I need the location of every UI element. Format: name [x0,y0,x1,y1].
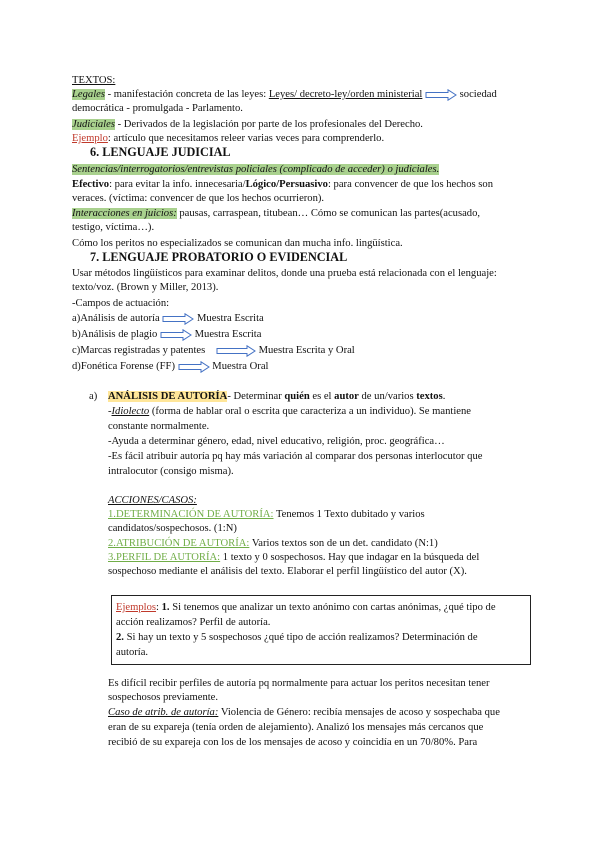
accion-1-text: Tenemos 1 Texto dubitado y varios [273,509,425,520]
ejemplos-label: Ejemplos [116,602,157,613]
sentencias-text: Sentencias/interrogatorios/entrevistas policiales (complicado de acceder) o judiciales. [72,164,440,175]
idiolecto-text: (forma de hablar oral o escrita que caracteriza a un individuo). Se mantiene [149,406,471,417]
sociedad-text: sociedad [457,89,497,100]
ayuda-line: -Ayuda a determinar género, edad, nivel educativo, religión, proc. geográfica… [108,436,445,447]
colon-text: : [156,602,162,613]
question-1: Si tenemos que analizar un texto anónimo con cartas anónimas, ¿qué tipo de [169,602,496,613]
ejemplo-1-line [116,601,496,614]
campo-target: Muestra Escrita [196,313,264,324]
campo-target: Muestra Oral [212,361,269,372]
textos-text: textos [416,391,443,402]
efectivo-text: : para evitar la info. innecesaria/ [109,179,246,190]
arrow-right-icon [425,89,457,101]
mensajes-line: recibió de su expareja con los de los mensajes de acoso y coincidía en un 70/80%. Para [108,737,478,748]
caso-text: Violencia de Género: recibía mensajes de acoso y sospechaba que [218,707,500,718]
leyes-text: Leyes/ decreto-ley/orden ministerial [268,89,423,100]
caso-line [108,706,500,719]
campo-label: d)Fonética Forense (FF) [72,361,175,372]
testigo-line: testigo, víctima…). [72,222,155,233]
arrow-right-icon [162,313,194,325]
ejemplo-line [72,132,384,145]
intralocutor-line: intralocutor (consigo misma). [108,466,234,477]
legales-text: - manifestación concreta de las leyes: [104,89,269,100]
veraces-line: veraces. (víctima: convencer de que los hechos ocurrieron). [72,193,325,204]
arrow-right-icon [160,329,192,341]
campo-item [72,344,355,357]
number-1: 1. [161,602,170,613]
analisis-text: - Determinar [227,391,285,402]
campo-item [72,328,261,341]
accion-3-line-2: sospechoso mediante el análisis del texto. Elaborar el perfil lingüístico del autor (X). [108,566,467,577]
accion-1-label: 1.DETERMINACIÓN DE AUTORÍA: [108,509,274,520]
sec7-line-2: texto/voz. (Brown y Miller, 2013). [72,282,219,293]
ejemplo-text: : artículo que necesitamos releer varias veces para comprenderlo. [107,133,385,144]
ejemplo-2-line-2: autoría. [116,647,149,658]
constante-line: constante normalmente. [108,421,210,432]
arrow-right-icon [178,361,210,373]
facil-line: -Es fácil atribuir autoría pq hay más variación al comparar dos personas interlocutor que [108,451,483,462]
interacciones-line [72,207,480,220]
campo-item [72,360,268,373]
idiolecto-line [108,405,471,418]
heading-lenguaje-judicial: 6. LENGUAJE JUDICIAL [90,145,231,159]
accion-1-line-2: candidatos/sospechosos. (1:N) [108,523,237,534]
dificil-line: Es difícil recibir perfiles de autoría pq normalmente para actuar los peritos necesitan tener [108,678,490,689]
accion-3-label: 3.PERFIL DE AUTORÍA: [108,552,221,563]
legales-line-2: democrática - promulgada - Parlamento. [72,103,243,114]
accion-1-line [108,508,425,521]
sec7-line-1: Usar métodos lingüísticos para examinar delitos, donde una prueba está relacionada con el lenguaje: [72,268,497,279]
logico-text: : para convencer de que los hechos son [327,179,493,190]
efectivo-line [72,178,493,191]
accion-2-label: 2.ATRIBUCIÓN DE AUTORÍA: [108,538,250,549]
ejemplo-label: Ejemplo [72,133,108,144]
analisis-text: de un/varios [358,391,417,402]
accion-2-line [108,537,438,550]
quien-text: quién [284,391,310,402]
accion-2-text: Varios textos son de un det. candidato (N:1) [249,538,438,549]
accion-3-line [108,551,479,564]
efectivo-label: Efectivo [72,179,110,190]
arrow-right-icon [216,345,256,357]
sentencias-line [72,163,439,176]
campos-title: -Campos de actuación: [72,298,170,309]
judiciales-line [72,118,423,131]
interacciones-label: Interacciones en juicios: [72,208,177,219]
sospechosos-line: sospechosos previamente. [108,692,219,703]
judiciales-label: Judiciales [72,119,115,130]
legales-label: Legales [72,89,105,100]
judiciales-text: - Derivados de la legislación por parte de los profesionales del Derecho. [114,119,423,130]
number-2: 2. [116,632,124,643]
acciones-title: ACCIONES/CASOS: [108,495,197,506]
accion-3-text: 1 texto y 0 sospechosos. Hay que indagar en la búsqueda del [220,552,480,563]
campo-label: c)Marcas registradas y patentes [72,345,206,356]
autor-text: autor [334,391,359,402]
campo-item [72,312,264,325]
ejemplo-2-line [116,631,478,644]
heading-lenguaje-probatorio: 7. LENGUAJE PROBATORIO O EVIDENCIAL [90,250,348,264]
campo-target: Muestra Escrita [194,329,262,340]
legales-line [72,88,497,101]
textos-title: TEXTOS: [72,75,116,86]
caso-label: Caso de atrib. de autoría: [108,707,219,718]
analisis-title-line [108,390,445,403]
campo-label: a)Análisis de autoría [72,313,160,324]
analisis-title: ANÁLISIS DE AUTORÍA [108,391,228,402]
peritos-line: Cómo los peritos no especializados se comunican dan mucha info. lingüística. [72,238,403,249]
question-2: Si hay un texto y 5 sospechosos ¿qué tipo de acción realizamos? Determinación de [123,632,478,643]
analisis-text: es el [309,391,335,402]
interacciones-text: pausas, carraspean, titubean… Cómo se comunican las partes(acusado, [176,208,481,219]
ejemplo-1-line-2: acción realizamos? Perfil de autoría. [116,617,271,628]
logico-label: Lógico/Persuasivo [245,179,328,190]
analisis-text: . [442,391,446,402]
dash-text: - [108,406,112,417]
expareja-line: eran de su expareja (tenía orden de alejamiento). Analizó los mensajes más cercanos que [108,722,484,733]
campo-target: Muestra Escrita y Oral [258,345,355,356]
idiolecto-label: Idiolecto [111,406,150,417]
campo-label: b)Análisis de plagio [72,329,158,340]
list-marker: a) [89,391,98,402]
